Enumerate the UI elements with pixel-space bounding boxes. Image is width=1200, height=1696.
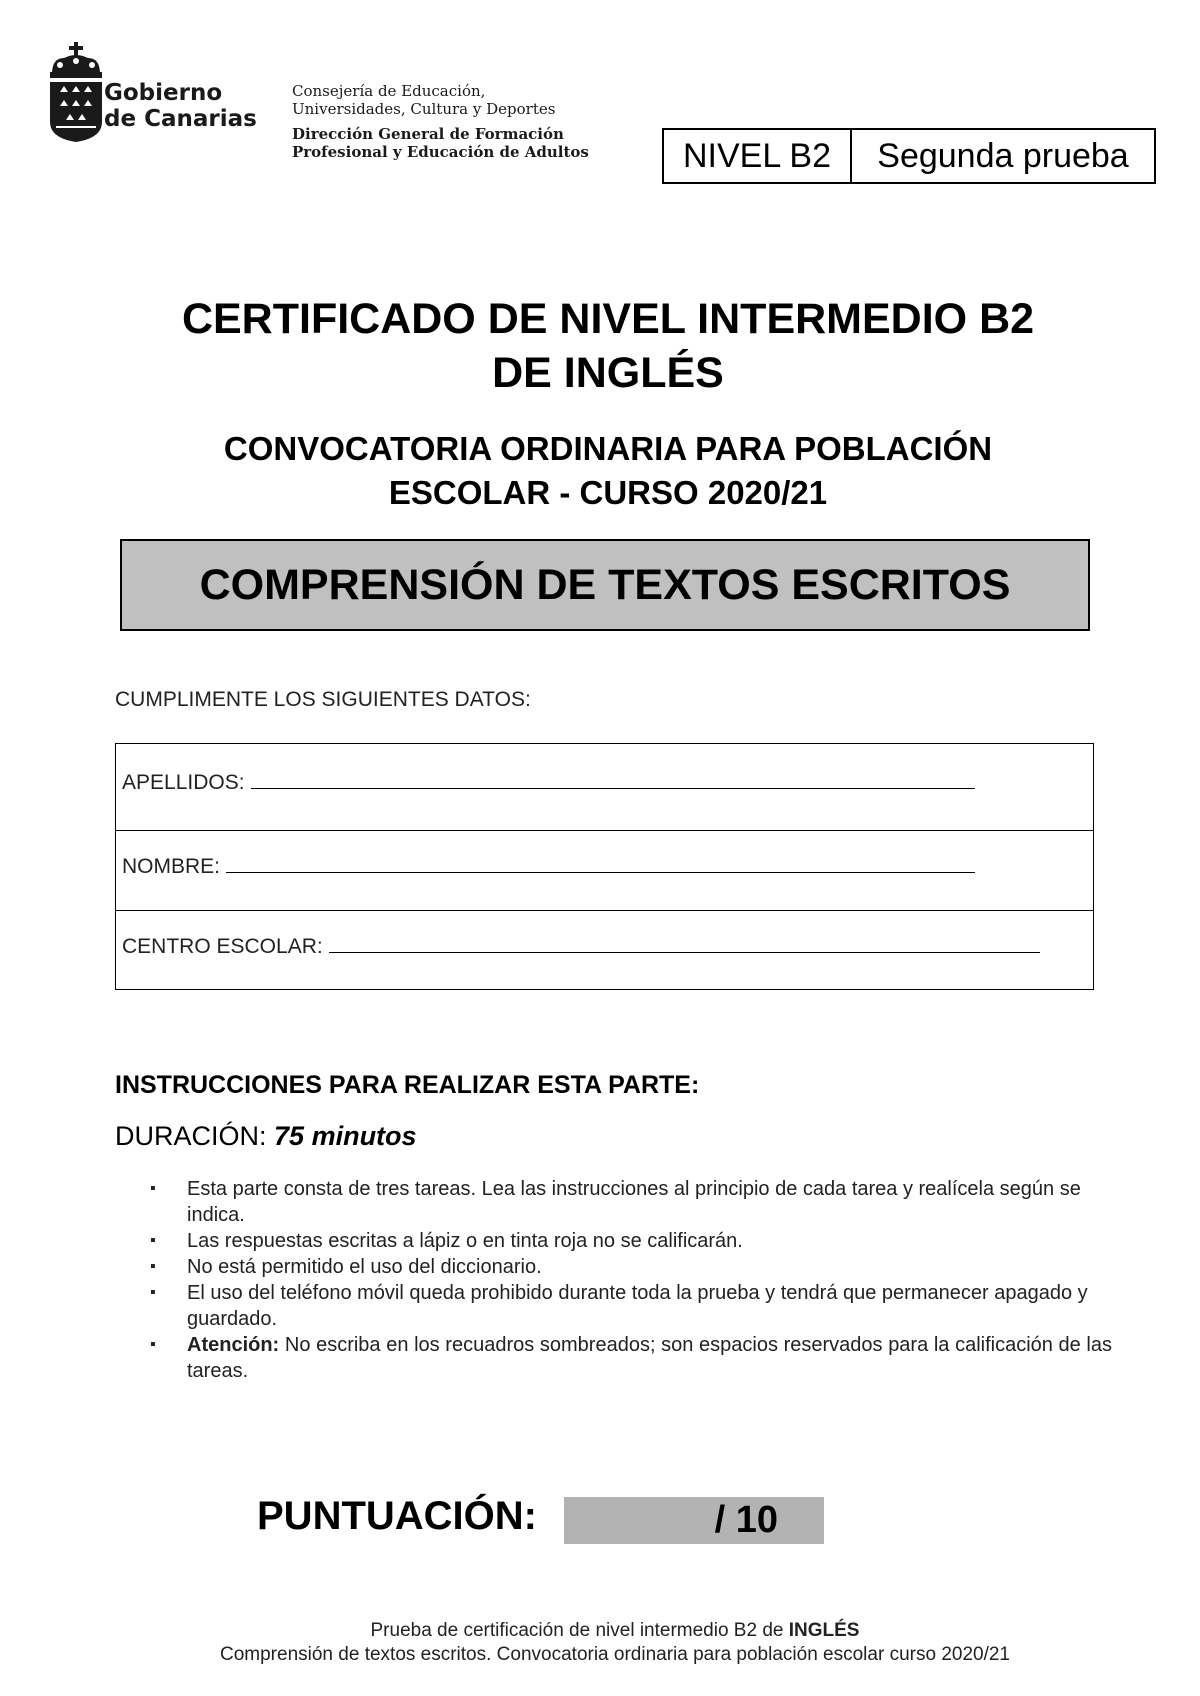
attention-text: No escriba en los recuadros sombreados; son espacios reservados para la calificación de las tareas. <box>187 1334 1112 1382</box>
consejeria-block <box>292 82 555 118</box>
student-data-table <box>115 743 1094 990</box>
government-name <box>104 80 257 132</box>
centro-label: CENTRO ESCOLAR: <box>122 935 323 958</box>
instruction-item-attention <box>150 1332 1112 1384</box>
instruction-item: ▪ No está permitido el uso del diccionario. <box>150 1254 1112 1280</box>
score-box <box>564 1497 824 1544</box>
instruction-item: ▪ El uso del teléfono móvil queda prohibido durante toda la prueba y tendrá que permanecer apagado y guardado. <box>150 1280 1112 1332</box>
footer-line1-prefix: Prueba de certificación de nivel intermedio B2 de <box>370 1620 789 1641</box>
section-title: COMPRENSIÓN DE TEXTOS ESCRITOS <box>120 539 1090 631</box>
duration-label: DURACIÓN: <box>115 1121 267 1151</box>
footer-line1 <box>0 1619 1200 1643</box>
test-label: Segunda prueba <box>877 136 1129 175</box>
attention-label: Atención: <box>187 1334 280 1356</box>
level-box <box>662 128 1156 184</box>
apellidos-label: APELLIDOS: <box>122 771 245 794</box>
footer-line1-bold: INGLÉS <box>788 1620 860 1641</box>
score-value: / 10 <box>714 1499 778 1541</box>
level-label: NIVEL B2 <box>664 130 852 182</box>
gobierno-de-canarias-logo <box>46 42 106 142</box>
instruction-item: ▪ Las respuestas escritas a lápiz o en tinta roja no se calificarán. <box>150 1228 1112 1254</box>
nombre-row[interactable] <box>116 831 1093 911</box>
direccion-line1: Dirección General de Formación <box>292 125 564 143</box>
duration <box>115 1121 417 1152</box>
score-label: PUNTUACIÓN: <box>257 1494 537 1538</box>
instruction-item: ▪ Esta parte consta de tres tareas. Lea las instrucciones al principio de cada tarea y realícela según se indica. <box>150 1176 1112 1228</box>
consejeria-line2: Universidades, Cultura y Deportes <box>292 100 556 118</box>
subtitle-line1: CONVOCATORIA ORDINARIA PARA POBLACIÓN <box>223 430 993 467</box>
centro-field[interactable] <box>329 938 1040 953</box>
duration-value: 75 minutos <box>274 1121 417 1151</box>
page-title <box>0 292 1200 400</box>
instructions-list <box>150 1176 1112 1384</box>
page-footer <box>0 1619 1200 1667</box>
government-name-line1: Gobierno <box>104 80 223 106</box>
direccion-block <box>292 125 589 161</box>
nombre-field[interactable] <box>226 858 975 873</box>
subtitle-line2: ESCOLAR - CURSO 2020/21 <box>388 474 828 511</box>
page-subtitle <box>0 427 1200 515</box>
consejeria-line1: Consejería de Educación, <box>292 82 486 100</box>
instructions-heading: INSTRUCCIONES PARA REALIZAR ESTA PARTE: <box>115 1071 700 1099</box>
apellidos-field[interactable] <box>251 774 975 789</box>
centro-row[interactable] <box>116 911 1093 989</box>
title-line1: CERTIFICADO DE NIVEL INTERMEDIO B2 <box>181 295 1035 343</box>
nombre-label: NOMBRE: <box>122 855 221 878</box>
direccion-line2: Profesional y Educación de Adultos <box>292 143 589 161</box>
government-name-line2: de Canarias <box>104 106 257 132</box>
apellidos-row[interactable] <box>116 744 1093 831</box>
footer-line2: Comprensión de textos escritos. Convocatoria ordinaria para población escolar curso 2020/21 <box>220 1644 1010 1665</box>
form-intro: CUMPLIMENTE LOS SIGUIENTES DATOS: <box>115 688 531 711</box>
title-line2: DE INGLÉS <box>492 349 724 397</box>
